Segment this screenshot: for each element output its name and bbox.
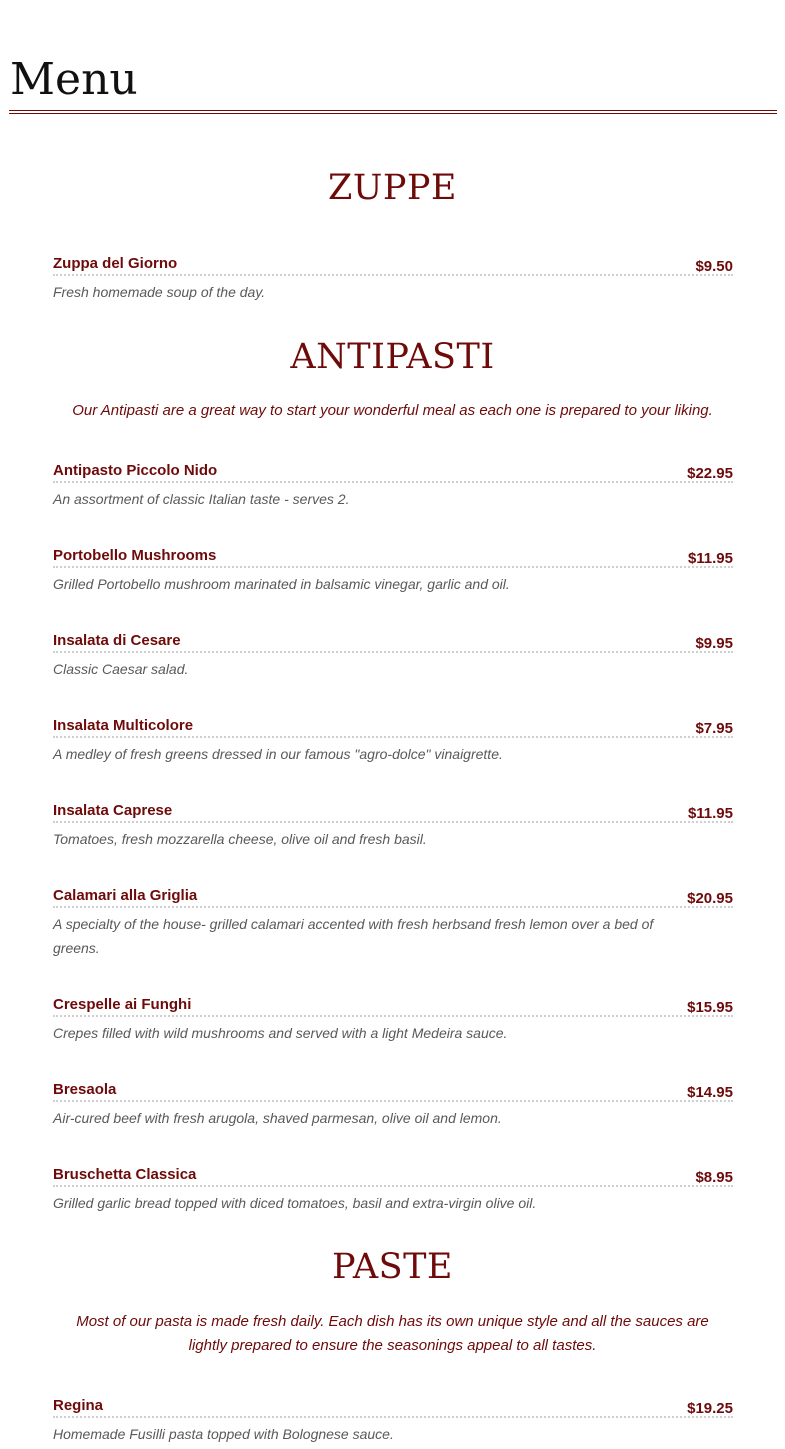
section-title-antipasti: ANTIPASTI	[290, 337, 495, 377]
item-name: Regina	[53, 1397, 104, 1414]
price-leader	[53, 1015, 733, 1017]
item-name: Bresaola	[53, 1081, 117, 1098]
page-title: Menu	[10, 54, 138, 105]
item-description: A specialty of the house- grilled calamari accented with fresh herbsand fresh lemon over a bed of greens.	[53, 916, 654, 956]
item-description: An assortment of classic Italian taste - serves 2.	[53, 491, 350, 507]
item-price: $20.95	[687, 890, 733, 907]
price-leader	[53, 906, 733, 908]
menu-item	[53, 1396, 733, 1446]
section-intro-antipasti: Our Antipasti are a great way to start your wonderful meal as each one is prepared to your liking.	[72, 402, 713, 419]
menu-item	[53, 1080, 733, 1130]
menu-item	[53, 461, 733, 511]
item-description: A medley of fresh greens dressed in our famous "agro-dolce" vinaigrette.	[53, 746, 503, 762]
menu-item	[53, 254, 733, 304]
title-divider-bottom	[9, 113, 777, 114]
item-price: $11.95	[687, 805, 733, 822]
item-description: Classic Caesar salad.	[53, 661, 189, 677]
item-price: $9.95	[695, 635, 733, 652]
menu-item	[53, 801, 733, 851]
item-price: $19.25	[687, 1400, 733, 1417]
menu-item	[53, 1165, 733, 1215]
price-leader	[53, 481, 733, 483]
price-leader	[53, 1416, 733, 1418]
item-price: $7.95	[695, 720, 733, 737]
item-name: Zuppa del Giorno	[53, 255, 178, 272]
menu-item	[53, 546, 733, 596]
price-leader	[53, 1185, 733, 1187]
price-leader	[53, 736, 733, 738]
item-price: $15.95	[687, 999, 733, 1016]
section-title-zuppe: ZUPPE	[328, 168, 457, 208]
price-leader	[53, 274, 733, 276]
item-name: Calamari alla Griglia	[53, 887, 198, 904]
item-description: Grilled garlic bread topped with diced tomatoes, basil and extra-virgin olive oil.	[53, 1195, 537, 1211]
item-price: $22.95	[687, 465, 733, 482]
item-description: Air-cured beef with fresh arugola, shaved parmesan, olive oil and lemon.	[53, 1110, 502, 1126]
price-leader	[53, 566, 733, 568]
item-name: Antipasto Piccolo Nido	[53, 462, 218, 479]
item-name: Crespelle ai Funghi	[53, 996, 192, 1013]
item-price: $8.95	[695, 1169, 733, 1186]
menu-item	[53, 995, 733, 1045]
item-price: $14.95	[687, 1084, 733, 1101]
menu-item	[53, 716, 733, 766]
section-title-paste: PASTE	[332, 1247, 453, 1287]
menu-item	[53, 886, 733, 960]
menu-item	[53, 631, 733, 681]
section-intro-paste: Most of our pasta is made fresh daily. Each dish has its own unique style and all the sauces are lightly prepared to ensure the seasonings appeal to all tastes.	[76, 1313, 709, 1354]
item-name: Bruschetta Classica	[53, 1166, 197, 1183]
item-description: Crepes filled with wild mushrooms and served with a light Medeira sauce.	[53, 1025, 508, 1041]
item-description: Fresh homemade soup of the day.	[53, 284, 266, 300]
item-name: Insalata di Cesare	[53, 632, 181, 649]
item-price: $9.50	[695, 258, 733, 275]
item-name: Portobello Mushrooms	[53, 547, 217, 564]
item-name: Insalata Caprese	[53, 802, 173, 819]
item-description: Grilled Portobello mushroom marinated in balsamic vinegar, garlic and oil.	[53, 576, 510, 592]
price-leader	[53, 651, 733, 653]
price-leader	[53, 1100, 733, 1102]
item-description: Homemade Fusilli pasta topped with Bolognese sauce.	[53, 1426, 394, 1442]
title-divider-top	[9, 110, 777, 111]
item-name: Insalata Multicolore	[53, 717, 194, 734]
item-description: Tomatoes, fresh mozzarella cheese, olive oil and fresh basil.	[53, 831, 427, 847]
price-leader	[53, 821, 733, 823]
item-price: $11.95	[687, 550, 733, 567]
